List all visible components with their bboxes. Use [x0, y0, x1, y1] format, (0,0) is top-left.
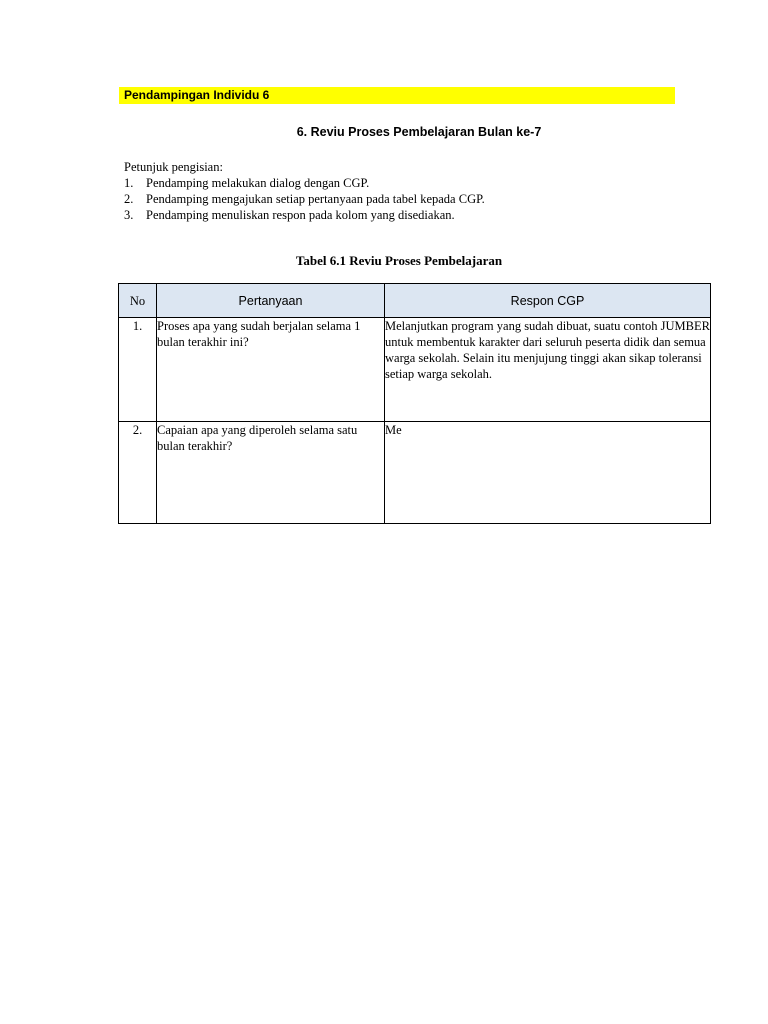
instruction-item [124, 207, 485, 223]
document-label: Pendampingan Individu 6 [124, 88, 270, 102]
instruction-number: 3. [124, 208, 134, 222]
table-caption: Tabel 6.1 Reviu Proses Pembelajaran [295, 253, 503, 268]
review-table [118, 283, 711, 524]
instruction-text: Pendamping melakukan dialog dengan CGP. [146, 176, 370, 190]
instruction-item [124, 191, 485, 207]
instruction-number: 2. [124, 192, 134, 206]
header-response: Respon CGP [385, 284, 711, 318]
table-row [119, 318, 711, 422]
instruction-item [124, 175, 485, 191]
header-no: No [119, 284, 157, 318]
row-number: 2. [119, 422, 157, 524]
table-row [119, 422, 711, 524]
question-cell: Capaian apa yang diperoleh selama satu bulan terakhir? [157, 422, 385, 524]
response-cell[interactable]: Melanjutkan program yang sudah dibuat, suatu contoh JUMBER untuk membentuk karakter dari seluruh peserta didik dan semua warga sekolah. Selain itu menjujung tinggi akan sikap toleransi setiap warga sekolah. [385, 318, 711, 422]
table-header-row [119, 284, 711, 318]
header-question: Pertanyaan [157, 284, 385, 318]
question-cell: Proses apa yang sudah berjalan selama 1 bulan terakhir ini? [157, 318, 385, 422]
instruction-text: Pendamping mengajukan setiap pertanyaan pada tabel kepada CGP. [146, 192, 485, 206]
response-cell[interactable]: Me [385, 422, 711, 524]
instructions [124, 159, 485, 223]
instructions-heading: Petunjuk pengisian: [124, 160, 223, 174]
instruction-text: Pendamping menuliskan respon pada kolom yang disediakan. [146, 208, 455, 222]
section-title: 6. Reviu Proses Pembelajaran Bulan ke-7 [296, 125, 542, 139]
instruction-number: 1. [124, 176, 134, 190]
row-number: 1. [119, 318, 157, 422]
